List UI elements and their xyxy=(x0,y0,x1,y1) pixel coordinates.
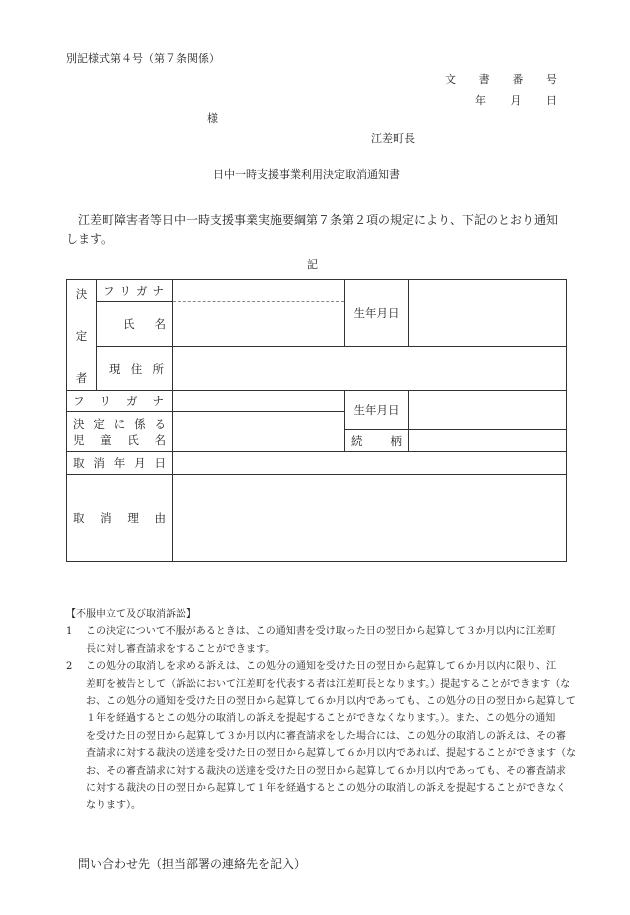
body-line-2: します。 xyxy=(66,232,114,246)
note-line: １年を経過するとこの処分の取消しの訴えを提起することができなくなります。）。また、この処分の通知 xyxy=(86,713,556,725)
decided-char: 定 xyxy=(75,329,88,343)
note-number: 2 xyxy=(66,661,73,673)
name-label: 氏 名 xyxy=(97,302,173,347)
date-label xyxy=(475,92,557,108)
child-furigana-value[interactable] xyxy=(173,391,345,412)
address-label: 現 住 所 xyxy=(97,347,173,391)
child-name-label: 決 定 に 係 る 児 童 氏 名 xyxy=(67,412,173,452)
contact-info: 問い合わせ先（担当部署の連絡先を記入） xyxy=(78,857,307,871)
cancel-date-value[interactable] xyxy=(173,452,567,475)
addressee-suffix: 様 xyxy=(207,112,218,125)
decided-char: 決 xyxy=(75,287,88,301)
child-furigana-label: フ リ ガ ナ xyxy=(67,391,173,412)
relation-label: 続 柄 xyxy=(345,430,409,452)
note-line: この決定について不服があるときは、この通知書を受け取った日の翌日から起算して３か月以内に江差町 xyxy=(86,626,556,638)
form-number: 別記様式第４号（第７条関係） xyxy=(66,52,220,65)
doc-no-char: 番 xyxy=(512,73,524,86)
note-line: 査請求に対する裁決の送達を受けた日の翌日から起算して６か月以内であれば、提起することができます（な xyxy=(86,748,576,760)
issuer: 江差町長 xyxy=(371,132,415,145)
note-line: なります）。 xyxy=(86,800,141,812)
doc-no-char: 書 xyxy=(478,73,490,86)
cancel-reason-value[interactable] xyxy=(173,475,567,562)
name-value[interactable] xyxy=(173,302,345,347)
cancel-reason-label: 取 消 理 由 xyxy=(67,475,173,562)
doc-no-char: 文 xyxy=(445,73,456,86)
doc-no-char: 号 xyxy=(545,73,557,86)
child-name-value[interactable] xyxy=(173,412,345,452)
note-line: この処分の取消しを求める訴えは、この処分の通知を受けた日の翌日から起算して６か月以内に限り、江 xyxy=(86,661,556,673)
note-line: 長に対し審査請求をすることができます。 xyxy=(86,643,276,655)
notes-heading: 【不服申立て及び取消訴訟】 xyxy=(66,609,196,620)
note-item-1 xyxy=(66,623,568,658)
note-line: お、その審査請求に対する裁決の送達を受けた日の翌日から起算して６か月以内であっても、その審査請求 xyxy=(86,765,566,777)
note-line: 差町を被告として（訴訟において江差町を代表する者は江差町長となります。）提起することができます（な xyxy=(86,678,571,690)
birthdate-value[interactable] xyxy=(409,280,567,347)
body-line-1: 江差町障害者等日中一時支援事業実施要綱第７条第２項の規定により、下記のとおり通知 xyxy=(78,213,559,227)
decided-char: 者 xyxy=(75,371,88,385)
note-line: に対する裁決の日の翌日から起算して１年を経過するとこの処分の取消しの訴えを提起することができなく xyxy=(86,783,566,795)
day-char: 日 xyxy=(546,94,557,107)
furigana-label: フ リ ガ ナ xyxy=(97,280,173,302)
birthdate-label: 生年月日 xyxy=(345,280,409,347)
document-title: 日中一時支援事業利用決定取消通知書 xyxy=(213,168,400,181)
document-number-label xyxy=(445,71,557,87)
year-char: 年 xyxy=(475,94,486,107)
decided-person-label xyxy=(67,280,97,391)
cancel-date-label: 取 消 年 月 日 xyxy=(67,452,173,475)
address-value[interactable] xyxy=(173,347,567,391)
child-birthdate-label: 生年月日 xyxy=(345,391,409,430)
notice-form-table xyxy=(66,279,567,562)
note-number: 1 xyxy=(66,626,73,638)
note-item-2 xyxy=(66,658,576,815)
note-line: を受けた日の翌日から起算して３か月以内に審査請求をした場合には、この処分の取消しの訴えは、その審 xyxy=(86,730,566,742)
furigana-value[interactable] xyxy=(173,280,345,302)
month-char: 月 xyxy=(510,94,522,107)
ki-mark: 記 xyxy=(307,258,318,271)
relation-value[interactable] xyxy=(409,430,567,452)
child-birthdate-value[interactable] xyxy=(409,391,567,430)
note-line: お、この処分の通知を受けた日の翌日から起算して６か月以内であっても、この処分の日の翌日から起算して xyxy=(86,696,576,708)
appeal-notes xyxy=(66,606,576,815)
